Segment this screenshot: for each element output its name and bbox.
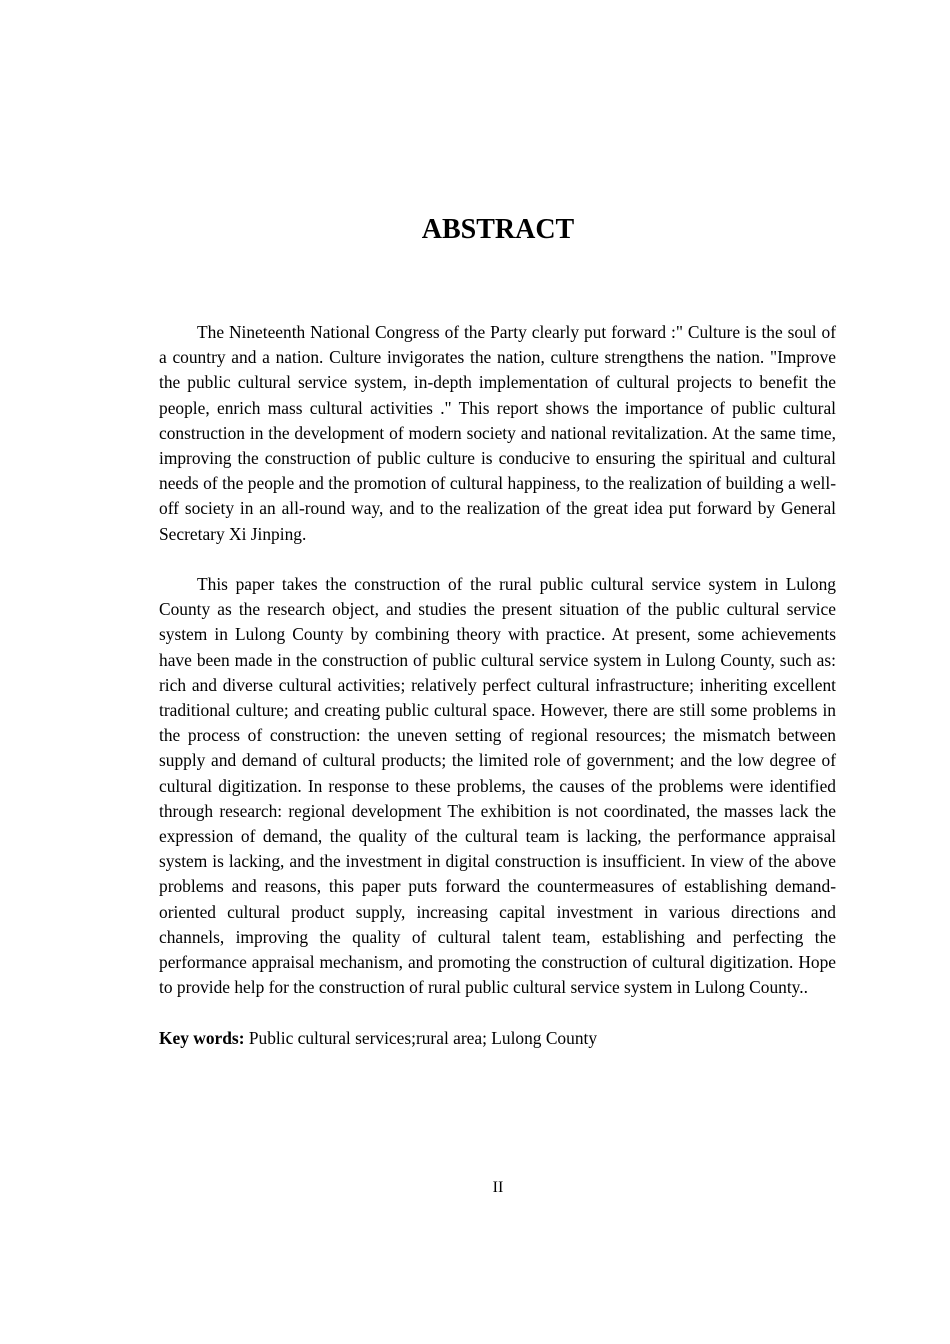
keywords-label: Key words:: [159, 1027, 245, 1048]
abstract-paragraph-1: The Nineteenth National Congress of the Party clearly put forward :" Culture is the soul of a country and a nation. Culture invigorates the nation, culture strengthens the nation. "Improve the public cultural service system, in-depth implementation of cultural projects to benefit the people, enrich mass cultural activities ." This report shows the importance of public cultural construction in the development of modern society and national revitalization. At the same time, improving the construction of public culture is conducive to ensuring the spiritual and cultural needs of the people and the promotion of cultural happiness, to the realization of building a well-off society in an all-round way, and to the realization of the great idea put forward by General Secretary Xi Jinping.: [159, 322, 836, 544]
keywords-text: Public cultural services;rural area; Lulong County: [244, 1027, 598, 1048]
abstract-paragraph-2: This paper takes the construction of the rural public cultural service system in Lulong County as the research object, and studies the present situation of the public cultural service system in Lulong County by combining theory with practice. At present, some achievements have been made in the construction of public cultural service system in Lulong County, such as: rich and diverse cultural activities; relatively perfect cultural infrastructure; inheriting excellent traditional culture; and creating public cultural space. However, there are still some problems in the process of construction: the uneven setting of regional resources; the mismatch between supply and demand of cultural products; the limited role of government; and the low degree of cultural digitization. In response to these problems, the causes of the problems were identified through research: regional development The exhibition is not coordinated, the masses lack the expression of demand, the quality of the cultural team is lacking, the performance appraisal system is lacking, and the investment in digital construction is insufficient. In view of the above problems and reasons, this paper puts forward the countermeasures of establishing demand-oriented cultural product supply, increasing capital investment in various directions and channels, improving the quality of cultural talent team, establishing and perfecting the performance appraisal mechanism, and promoting the construction of cultural digitization. Hope to provide help for the construction of rural public cultural service system in Lulong County..: [159, 574, 836, 998]
keywords-line: [159, 1026, 836, 1051]
page-number: II: [492, 1179, 504, 1196]
abstract-body: [159, 320, 836, 1051]
abstract-title: ABSTRACT: [421, 214, 575, 245]
